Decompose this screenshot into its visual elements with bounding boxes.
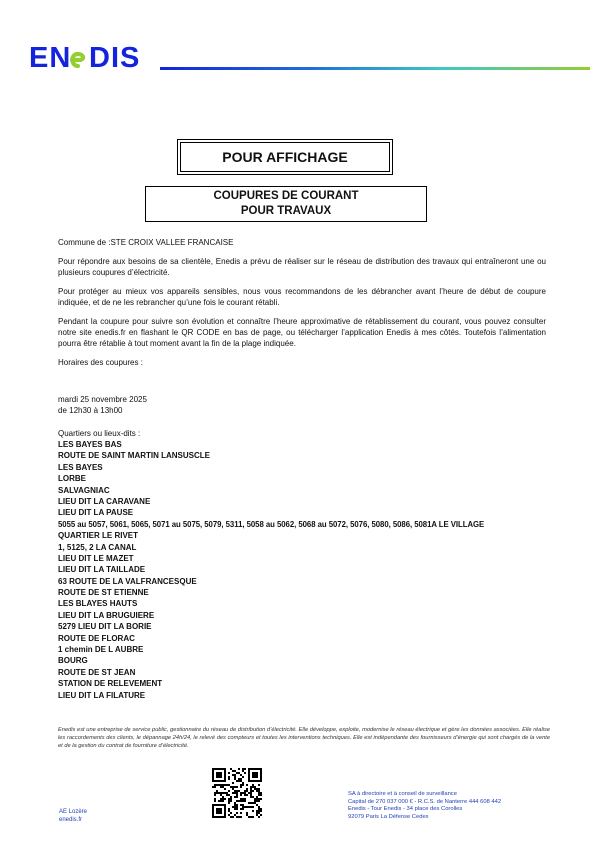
location-item: 1 chemin DE L AUBRE bbox=[58, 645, 144, 655]
footnote: Enedis est une entreprise de service public, gestionnaire du réseau de distribution d’électricité. Elle développe, exploite, modernise le réseau électrique et gère les données associées. Elle réalise les raccordements des clients, le dépannage 24h/24, le relevé des compteurs et toutes les interventions techniques. Elle est indépendante des fournisseurs d’énergie qui sont chargés de la vente et de la gestion du contrat de fourniture d’électricité. bbox=[58, 727, 550, 749]
footer-right bbox=[348, 791, 501, 821]
subtitle-line1: COUPURES DE COURANT bbox=[213, 190, 359, 202]
enedis-logo bbox=[29, 42, 157, 75]
location-item: ROUTE DE ST JEAN bbox=[58, 667, 136, 677]
svg-text:DIS: DIS bbox=[89, 42, 141, 70]
commune-value: STE CROIX VALLEE FRANCAISE bbox=[110, 238, 234, 247]
location-item: SALVAGNIAC bbox=[58, 485, 110, 495]
commune-label: Commune de : bbox=[58, 238, 111, 247]
footer-left bbox=[59, 808, 87, 824]
location-item: 5055 au 5057, 5061, 5065, 5071 au 5075, 5079, 5311, 5058 au 5062, 5068 au 5072, 5076, 5080, 5086, 5081A LE VILLAGE bbox=[58, 519, 485, 529]
location-item: BOURG bbox=[58, 656, 88, 666]
location-item: LES BAYES bbox=[58, 462, 103, 472]
notice-content bbox=[58, 237, 546, 701]
svg-text:EN: EN bbox=[29, 42, 72, 70]
footer-legal-line2: Capital de 270 037 000 € - R.C.S. de Nanterre 444 608 442 bbox=[348, 798, 502, 805]
title-text: POUR AFFICHAGE bbox=[222, 149, 348, 165]
location-item: ROUTE DE SAINT MARTIN LANSUSCLE bbox=[58, 451, 210, 461]
footer-agency: AE Lozère bbox=[59, 809, 88, 815]
horaires-label: Horaires des coupures : bbox=[58, 358, 143, 367]
title-box bbox=[180, 142, 390, 172]
location-item: ROUTE DE FLORAC bbox=[58, 633, 135, 643]
footer-legal-line3: Enedis - Tour Enedis - 34 place des Corolles bbox=[348, 806, 463, 813]
paragraph-2: Pour protéger au mieux vos appareils sensibles, nous vous recommandons de les débrancher avant l’heure de début de coupure indiquée, et de ne les rebrancher qu’une fois le courant rétabli. bbox=[58, 287, 546, 307]
enedis-logo-mark bbox=[29, 42, 157, 70]
footer-website-link[interactable]: enedis.fr bbox=[59, 817, 83, 823]
outage-date: mardi 25 novembre 2025 bbox=[58, 395, 147, 404]
location-item: LIEU DIT LA BRUGUIERE bbox=[58, 610, 155, 620]
location-item: LIEU DIT LA TAILLADE bbox=[58, 565, 146, 575]
location-item: STATION DE RELEVEMENT bbox=[58, 679, 163, 689]
location-item: 5279 LIEU DIT LA BORIE bbox=[58, 622, 152, 632]
locations-list bbox=[58, 439, 546, 701]
location-item: LIEU DIT LA CARAVANE bbox=[58, 496, 151, 506]
location-item: ROUTE DE ST ETIENNE bbox=[58, 588, 149, 598]
location-item: LIEU DIT LA PAUSE bbox=[58, 508, 134, 518]
quartiers-label: Quartiers ou lieux-dits : bbox=[58, 429, 141, 438]
location-item: LES BAYES BAS bbox=[58, 440, 122, 449]
paragraph-3: Pendant la coupure pour suivre son évolution et connaître l’heure approximative de rétablissement du courant, vous pouvez consulter notre site enedis.fr en flashant le QR CODE en bas de page, ou télécharger l’application Enedis à mes côtés. Toutefois l’alimentation pourra être rétablie à tout moment avant la fin de la plage indiquée. bbox=[58, 317, 546, 348]
paragraph-1: Pour répondre aux besoins de sa clientèle, Enedis a prévu de réaliser sur le réseau de distribution des travaux qui entraîneront une ou plusieurs coupures d’électricité. bbox=[58, 257, 546, 277]
location-item: LORBE bbox=[58, 474, 86, 484]
footer-legal-line1: SA à directoire et à conseil de surveillance bbox=[348, 791, 457, 797]
location-item: 1, 5125, 2 LA CANAL bbox=[58, 542, 137, 552]
location-item: LES BLAYES HAUTS bbox=[58, 599, 138, 609]
qr-code[interactable] bbox=[212, 768, 262, 818]
qr-code-graphic bbox=[212, 768, 262, 818]
location-item: 63 ROUTE DE LA VALFRANCESQUE bbox=[58, 576, 197, 586]
outage-time: de 12h30 à 13h00 bbox=[58, 406, 123, 415]
subtitle-line2: POUR TRAVAUX bbox=[240, 205, 332, 217]
location-item: LIEU DIT LE MAZET bbox=[58, 553, 134, 563]
location-item: QUARTIER LE RIVET bbox=[58, 531, 139, 541]
footer-legal-line4: 92079 Paris La Défense Cedex bbox=[348, 813, 429, 820]
brand-gradient-line bbox=[160, 67, 590, 70]
location-item: LIEU DIT LA FILATURE bbox=[58, 690, 146, 700]
subtitle-box bbox=[145, 186, 427, 222]
commune-line bbox=[58, 237, 546, 248]
